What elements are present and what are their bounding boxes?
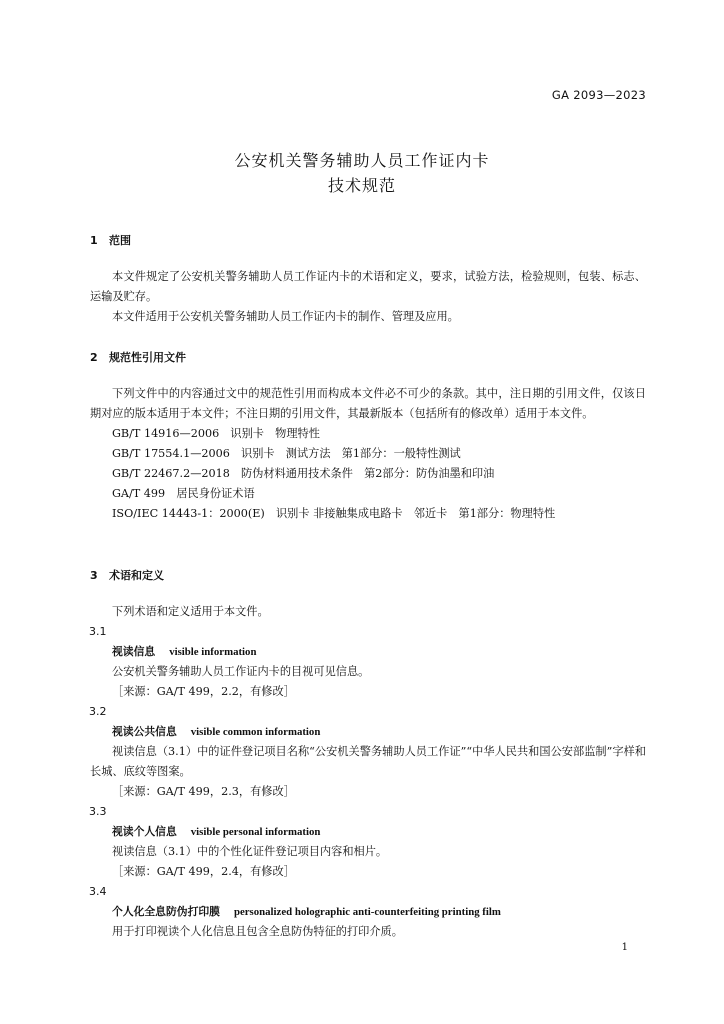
term-heading xyxy=(90,822,646,842)
reference-item: GB/T 14916—2006 识别卡 物理特性 xyxy=(112,427,320,440)
term-name-zh: 视读个人信息 xyxy=(112,825,177,838)
reference-item: GB/T 22467.2—2018 防伪材料通用技术条件 第2部分：防伪油墨和印油 xyxy=(112,467,495,480)
term-name-en: personalized holographic anti-counterfeiting printing film xyxy=(233,906,501,918)
section-title: 规范性引用文件 xyxy=(109,351,186,364)
document-title-line1: 公安机关警务辅助人员工作证内卡 xyxy=(234,151,490,170)
section-title: 术语和定义 xyxy=(109,569,164,582)
section-number: 2 xyxy=(90,351,98,364)
page-number: 1 xyxy=(621,942,628,953)
reference-item: GA/T 499 居民身份证术语 xyxy=(112,487,255,500)
paragraph: 本文件适用于公安机关警务辅助人员工作证内卡的制作、管理及应用。 xyxy=(112,310,459,323)
term-name-zh: 视读公共信息 xyxy=(112,725,177,738)
term-number: 3.2 xyxy=(89,705,107,718)
section-2 xyxy=(90,348,646,524)
term-definition: 用于打印视读个人化信息且包含全息防伪特征的打印介质。 xyxy=(112,925,403,938)
reference-item: GB/T 17554.1—2006 识别卡 测试方法 第1部分：一般特性测试 xyxy=(112,447,461,460)
paragraph: 下列术语和定义适用于本文件。 xyxy=(112,605,269,618)
term-definition: 视读信息（3.1）中的证件登记项目名称“公安机关警务辅助人员工作证”“中华人民共和国公安部监制”字样和长城、底纹等图案。 xyxy=(90,745,646,778)
term-heading xyxy=(90,722,646,742)
term-heading xyxy=(90,642,646,662)
standard-code: GA 2093—2023 xyxy=(551,88,646,102)
term-name-en: visible personal information xyxy=(190,826,321,838)
section-heading xyxy=(90,566,646,586)
term-number: 3.4 xyxy=(89,885,107,898)
section-number: 1 xyxy=(90,234,98,247)
section-title: 范围 xyxy=(109,234,131,247)
section-heading xyxy=(90,348,646,368)
term-definition: 公安机关警务辅助人员工作证内卡的目视可见信息。 xyxy=(112,665,370,678)
term-source: ［来源：GA/T 499，2.3，有修改］ xyxy=(112,785,295,798)
reference-item: ISO/IEC 14443-1：2000(E) 识别卡 非接触集成电路卡 邻近卡 第1部分：物理特性 xyxy=(112,507,556,520)
section-number: 3 xyxy=(90,569,98,582)
term-name-en: visible common information xyxy=(190,726,321,738)
term-heading xyxy=(90,902,646,922)
term-number: 3.3 xyxy=(89,805,107,818)
paragraph: 下列文件中的内容通过文中的规范性引用而构成本文件必不可少的条款。其中，注日期的引用文件，仅该日期对应的版本适用于本文件；不注日期的引用文件，其最新版本（包括所有的修改单）适用于本文件。 xyxy=(90,387,646,420)
paragraph: 本文件规定了公安机关警务辅助人员工作证内卡的术语和定义，要求，试验方法，检验规则，包装、标志、运输及贮存。 xyxy=(90,270,646,303)
document-title-line2: 技术规范 xyxy=(327,176,396,195)
term-name-zh: 个人化全息防伪打印膜 xyxy=(112,905,220,918)
term-source: ［来源：GA/T 499，2.2，有修改］ xyxy=(112,685,295,698)
term-source: ［来源：GA/T 499，2.4，有修改］ xyxy=(112,865,295,878)
section-3 xyxy=(90,566,646,942)
section-1 xyxy=(90,231,646,327)
term-name-zh: 视读信息 xyxy=(112,645,156,658)
term-definition: 视读信息（3.1）中的个性化证件登记项目内容和相片。 xyxy=(112,845,388,858)
section-heading xyxy=(90,231,646,251)
term-name-en: visible information xyxy=(169,646,257,658)
term-number: 3.1 xyxy=(89,625,107,638)
